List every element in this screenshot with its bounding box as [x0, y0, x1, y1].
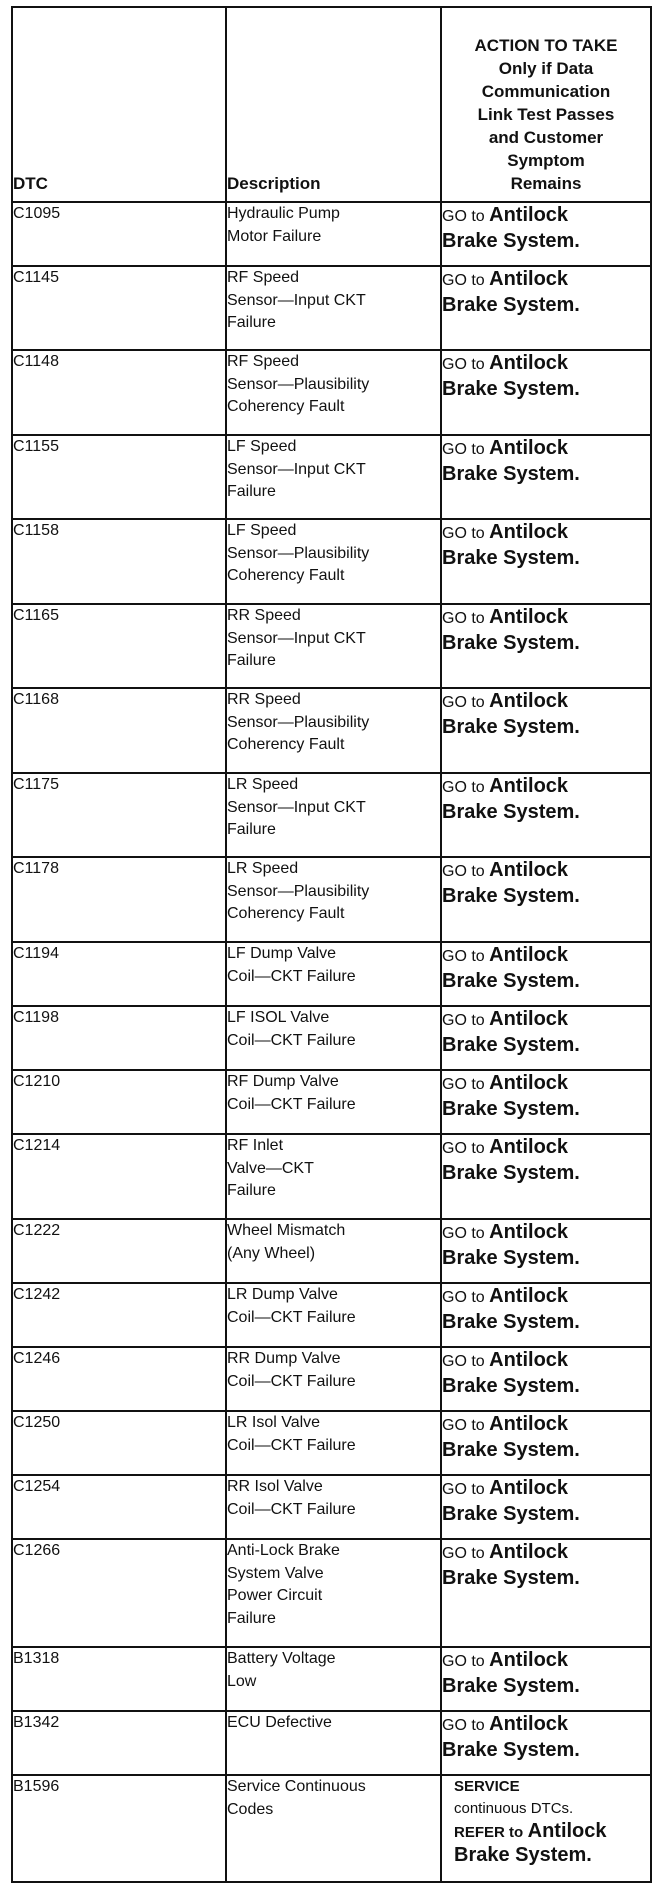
action-antilock: Antilock [489, 606, 569, 628]
description-line: LF Speed [227, 438, 297, 455]
description-line: Hydraulic Pump [227, 205, 340, 222]
action-cell [441, 688, 651, 773]
action-cell [441, 350, 651, 435]
table-row [12, 1134, 651, 1219]
description-line: RR Speed [227, 691, 301, 708]
dtc-code: C1246 [12, 1347, 226, 1411]
dtc-code: C1095 [12, 202, 226, 266]
description-line: RR Dump Valve [227, 1350, 341, 1367]
action-antilock: Antilock [489, 521, 569, 543]
table-row [12, 519, 651, 604]
dtc-code: C1214 [12, 1134, 226, 1219]
description-line: Anti-Lock Brake [227, 1542, 340, 1559]
description-line: ECU Defective [227, 1714, 332, 1731]
table-row [12, 1411, 651, 1475]
dtc-description [226, 604, 441, 688]
description-line: Sensor—Input CKT [227, 291, 366, 309]
action-brake: Brake System. [442, 632, 580, 654]
table-row [12, 1283, 651, 1347]
action-antilock: Antilock [489, 1072, 569, 1094]
action-go: GO to [442, 272, 485, 289]
dtc-description [226, 1070, 441, 1134]
action-cell [441, 1070, 651, 1134]
action-cell [441, 519, 651, 604]
action-go: GO to [442, 441, 485, 458]
dtc-description [226, 1775, 441, 1882]
action-brake: Brake System. [442, 801, 580, 823]
description-line: Motor Failure [227, 227, 322, 245]
header-action-line: Only if Data [498, 59, 594, 78]
description-line: Coil—CKT Failure [227, 1095, 356, 1113]
action-antilock: Antilock [489, 1008, 569, 1030]
description-line: RR Isol Valve [227, 1478, 323, 1495]
action-go: GO to [442, 1140, 485, 1157]
action-cell [441, 773, 651, 857]
description-line: Coil—CKT Failure [227, 1500, 356, 1518]
dtc-description [226, 1539, 441, 1647]
dtc-code: C1155 [12, 435, 226, 519]
action-cell [441, 942, 651, 1006]
description-line: Coherency Fault [227, 567, 345, 584]
action-antilock: Antilock [489, 1713, 569, 1735]
description-line: Coil—CKT Failure [227, 1031, 356, 1049]
description-line: Coherency Fault [227, 905, 345, 922]
dtc-code: C1266 [12, 1539, 226, 1647]
action-cell [441, 202, 651, 266]
description-line: LR Dump Valve [227, 1286, 338, 1303]
action-antilock: Antilock [489, 1649, 569, 1671]
action-cell [441, 1775, 651, 1882]
description-line: RR Speed [227, 607, 301, 624]
description-line: RF Inlet [227, 1137, 284, 1154]
action-brake: Brake System. [442, 1162, 580, 1184]
action-antilock: Antilock [489, 437, 569, 459]
action-brake: Brake System. [442, 1567, 580, 1589]
action-go: GO to [442, 1012, 485, 1029]
table-row [12, 202, 651, 266]
dtc-description [226, 857, 441, 942]
dtc-code: C1254 [12, 1475, 226, 1539]
action-antilock: Antilock [489, 1285, 569, 1307]
description-line: Service Continuous [227, 1778, 366, 1795]
action-brake: Brake System. [442, 1098, 580, 1120]
table-row [12, 942, 651, 1006]
action-antilock: Antilock [489, 1541, 569, 1563]
action-go: GO to [442, 1076, 485, 1093]
description-line: LR Speed [227, 860, 299, 877]
action-go: GO to [442, 1289, 485, 1306]
description-line: Low [227, 1672, 257, 1690]
action-cell [441, 1134, 651, 1219]
description-line: LF ISOL Valve [227, 1009, 330, 1026]
table-row [12, 1711, 651, 1775]
description-line: RF Dump Valve [227, 1073, 339, 1090]
action-go: GO to [442, 1417, 485, 1434]
header-action-line: ACTION TO TAKE [474, 36, 618, 55]
action-brake: Brake System. [442, 230, 580, 252]
action-brake: Brake System. [442, 1375, 580, 1397]
action-cell [441, 435, 651, 519]
description-line: Sensor—Plausibility [227, 375, 370, 393]
table-row [12, 1347, 651, 1411]
action-go: GO to [442, 863, 485, 880]
header-action [441, 7, 651, 202]
table-row [12, 773, 651, 857]
table-row [12, 266, 651, 350]
action-brake: Brake System. [442, 1311, 580, 1333]
action-antilock: Antilock [489, 268, 569, 290]
dtc-code: C1178 [12, 857, 226, 942]
description-line: RF Speed [227, 269, 300, 286]
dtc-code: C1158 [12, 519, 226, 604]
dtc-code: C1148 [12, 350, 226, 435]
action-cell [441, 1219, 651, 1283]
description-line: Failure [227, 652, 276, 669]
table-row-last [12, 1775, 651, 1882]
description-line: Power Circuit [227, 1587, 323, 1604]
action-antilock: Antilock [489, 690, 569, 712]
description-line: Failure [227, 483, 276, 500]
action-brake: Brake System. [442, 378, 580, 400]
description-line: System Valve [227, 1564, 324, 1582]
action-brake: Brake System. [442, 547, 580, 569]
action-brake: Brake System. [442, 970, 580, 992]
header-action-line: and Customer [488, 128, 604, 147]
action-go: GO to [442, 208, 485, 225]
dtc-table [11, 6, 652, 1883]
dtc-description [226, 519, 441, 604]
action-antilock: Antilock [489, 775, 569, 797]
description-line: Coil—CKT Failure [227, 1372, 356, 1390]
dtc-code: C1145 [12, 266, 226, 350]
action-go: GO to [442, 1545, 485, 1562]
dtc-description [226, 1283, 441, 1347]
dtc-code: C1175 [12, 773, 226, 857]
description-line: Failure [227, 1182, 276, 1199]
action-continuous: continuous DTCs. [454, 1800, 574, 1817]
action-antilock: Antilock [489, 944, 569, 966]
table-row [12, 350, 651, 435]
action-brake: Brake System. [442, 1034, 580, 1056]
action-go: GO to [442, 779, 485, 796]
action-go: GO to [442, 1353, 485, 1370]
description-line: Failure [227, 1609, 276, 1627]
description-line: LF Speed [227, 522, 297, 539]
description-line: Coherency Fault [227, 736, 345, 753]
action-brake: Brake System. [454, 1844, 592, 1866]
description-line: Sensor—Input CKT [227, 460, 366, 478]
dtc-description [226, 266, 441, 350]
dtc-description [226, 202, 441, 266]
description-line: Coil—CKT Failure [227, 967, 356, 985]
dtc-description [226, 350, 441, 435]
description-line: Failure [227, 821, 276, 838]
action-cell [441, 266, 651, 350]
table-row [12, 1647, 651, 1711]
action-brake: Brake System. [442, 463, 580, 485]
action-antilock: Antilock [489, 1221, 569, 1243]
action-cell [441, 1647, 651, 1711]
dtc-code: C1168 [12, 688, 226, 773]
action-brake: Brake System. [442, 1675, 580, 1697]
dtc-code: C1250 [12, 1411, 226, 1475]
action-antilock: Antilock [489, 1136, 569, 1158]
dtc-description [226, 1475, 441, 1539]
description-line: Valve—CKT [227, 1159, 314, 1177]
action-cell [441, 1283, 651, 1347]
header-action-line: Remains [510, 174, 582, 193]
dtc-code: C1242 [12, 1283, 226, 1347]
dtc-description [226, 1411, 441, 1475]
description-line: Coil—CKT Failure [227, 1436, 356, 1454]
dtc-description [226, 688, 441, 773]
table-header-row [12, 7, 651, 202]
action-brake: Brake System. [442, 294, 580, 316]
description-line: (Any Wheel) [227, 1244, 316, 1262]
description-line: Sensor—Input CKT [227, 798, 366, 816]
action-go: GO to [442, 1717, 485, 1734]
dtc-description [226, 1711, 441, 1775]
table-row [12, 1219, 651, 1283]
table-row [12, 435, 651, 519]
dtc-code: B1596 [12, 1775, 226, 1882]
action-go: GO to [442, 694, 485, 711]
action-cell [441, 1475, 651, 1539]
dtc-description [226, 1647, 441, 1711]
table-row [12, 1539, 651, 1647]
action-brake: Brake System. [442, 1503, 580, 1525]
header-action-line: Link Test Passes [477, 105, 615, 124]
header-action-line: Communication [481, 82, 611, 101]
header-description: Description [226, 7, 441, 202]
action-cell [441, 1411, 651, 1475]
action-refer: REFER to [454, 1824, 524, 1841]
dtc-code: C1210 [12, 1070, 226, 1134]
table-body [12, 202, 651, 1882]
action-cell [441, 1711, 651, 1775]
action-go: GO to [442, 525, 485, 542]
dtc-code: C1165 [12, 604, 226, 688]
action-antilock: Antilock [489, 1349, 569, 1371]
action-go: GO to [442, 610, 485, 627]
description-line: Failure [227, 314, 276, 331]
action-brake: Brake System. [442, 1739, 580, 1761]
action-cell [441, 1006, 651, 1070]
description-line: LF Dump Valve [227, 945, 337, 962]
table-row [12, 1070, 651, 1134]
dtc-code: B1342 [12, 1711, 226, 1775]
action-go: GO to [442, 1225, 485, 1242]
table-row [12, 1006, 651, 1070]
description-line: Coil—CKT Failure [227, 1308, 356, 1326]
table-row [12, 604, 651, 688]
dtc-description [226, 942, 441, 1006]
dtc-description [226, 1134, 441, 1219]
action-antilock: Antilock [489, 352, 569, 374]
table-row [12, 857, 651, 942]
dtc-code: B1318 [12, 1647, 226, 1711]
table-row [12, 688, 651, 773]
action-cell [441, 1539, 651, 1647]
action-go: GO to [442, 1653, 485, 1670]
action-cell [441, 1347, 651, 1411]
action-cell [441, 857, 651, 942]
description-line: Sensor—Plausibility [227, 544, 370, 562]
header-dtc: DTC [12, 7, 226, 202]
dtc-description [226, 435, 441, 519]
dtc-code: C1222 [12, 1219, 226, 1283]
dtc-description [226, 1006, 441, 1070]
action-brake: Brake System. [442, 885, 580, 907]
action-antilock: Antilock [489, 1413, 569, 1435]
description-line: Sensor—Plausibility [227, 713, 370, 731]
dtc-description [226, 773, 441, 857]
description-line: Sensor—Input CKT [227, 629, 366, 647]
description-line: Sensor—Plausibility [227, 882, 370, 900]
action-go: GO to [442, 1481, 485, 1498]
dtc-code: C1194 [12, 942, 226, 1006]
table-row [12, 1475, 651, 1539]
action-antilock: Antilock [489, 204, 569, 226]
dtc-description [226, 1347, 441, 1411]
description-line: Battery Voltage [227, 1650, 336, 1667]
action-cell [441, 604, 651, 688]
description-line: RF Speed [227, 353, 300, 370]
description-line: Codes [227, 1800, 274, 1818]
action-go: GO to [442, 356, 485, 373]
dtc-code: C1198 [12, 1006, 226, 1070]
description-line: Coherency Fault [227, 398, 345, 415]
dtc-description [226, 1219, 441, 1283]
action-antilock: Antilock [489, 859, 569, 881]
description-line: Wheel Mismatch [227, 1222, 346, 1239]
action-go: GO to [442, 948, 485, 965]
action-antilock: Antilock [527, 1820, 607, 1842]
description-line: LR Isol Valve [227, 1414, 321, 1431]
action-brake: Brake System. [442, 1247, 580, 1269]
action-brake: Brake System. [442, 1439, 580, 1461]
action-service: SERVICE [454, 1778, 520, 1795]
description-line: LR Speed [227, 776, 299, 793]
header-action-line: Symptom [507, 151, 585, 170]
action-brake: Brake System. [442, 716, 580, 738]
action-antilock: Antilock [489, 1477, 569, 1499]
